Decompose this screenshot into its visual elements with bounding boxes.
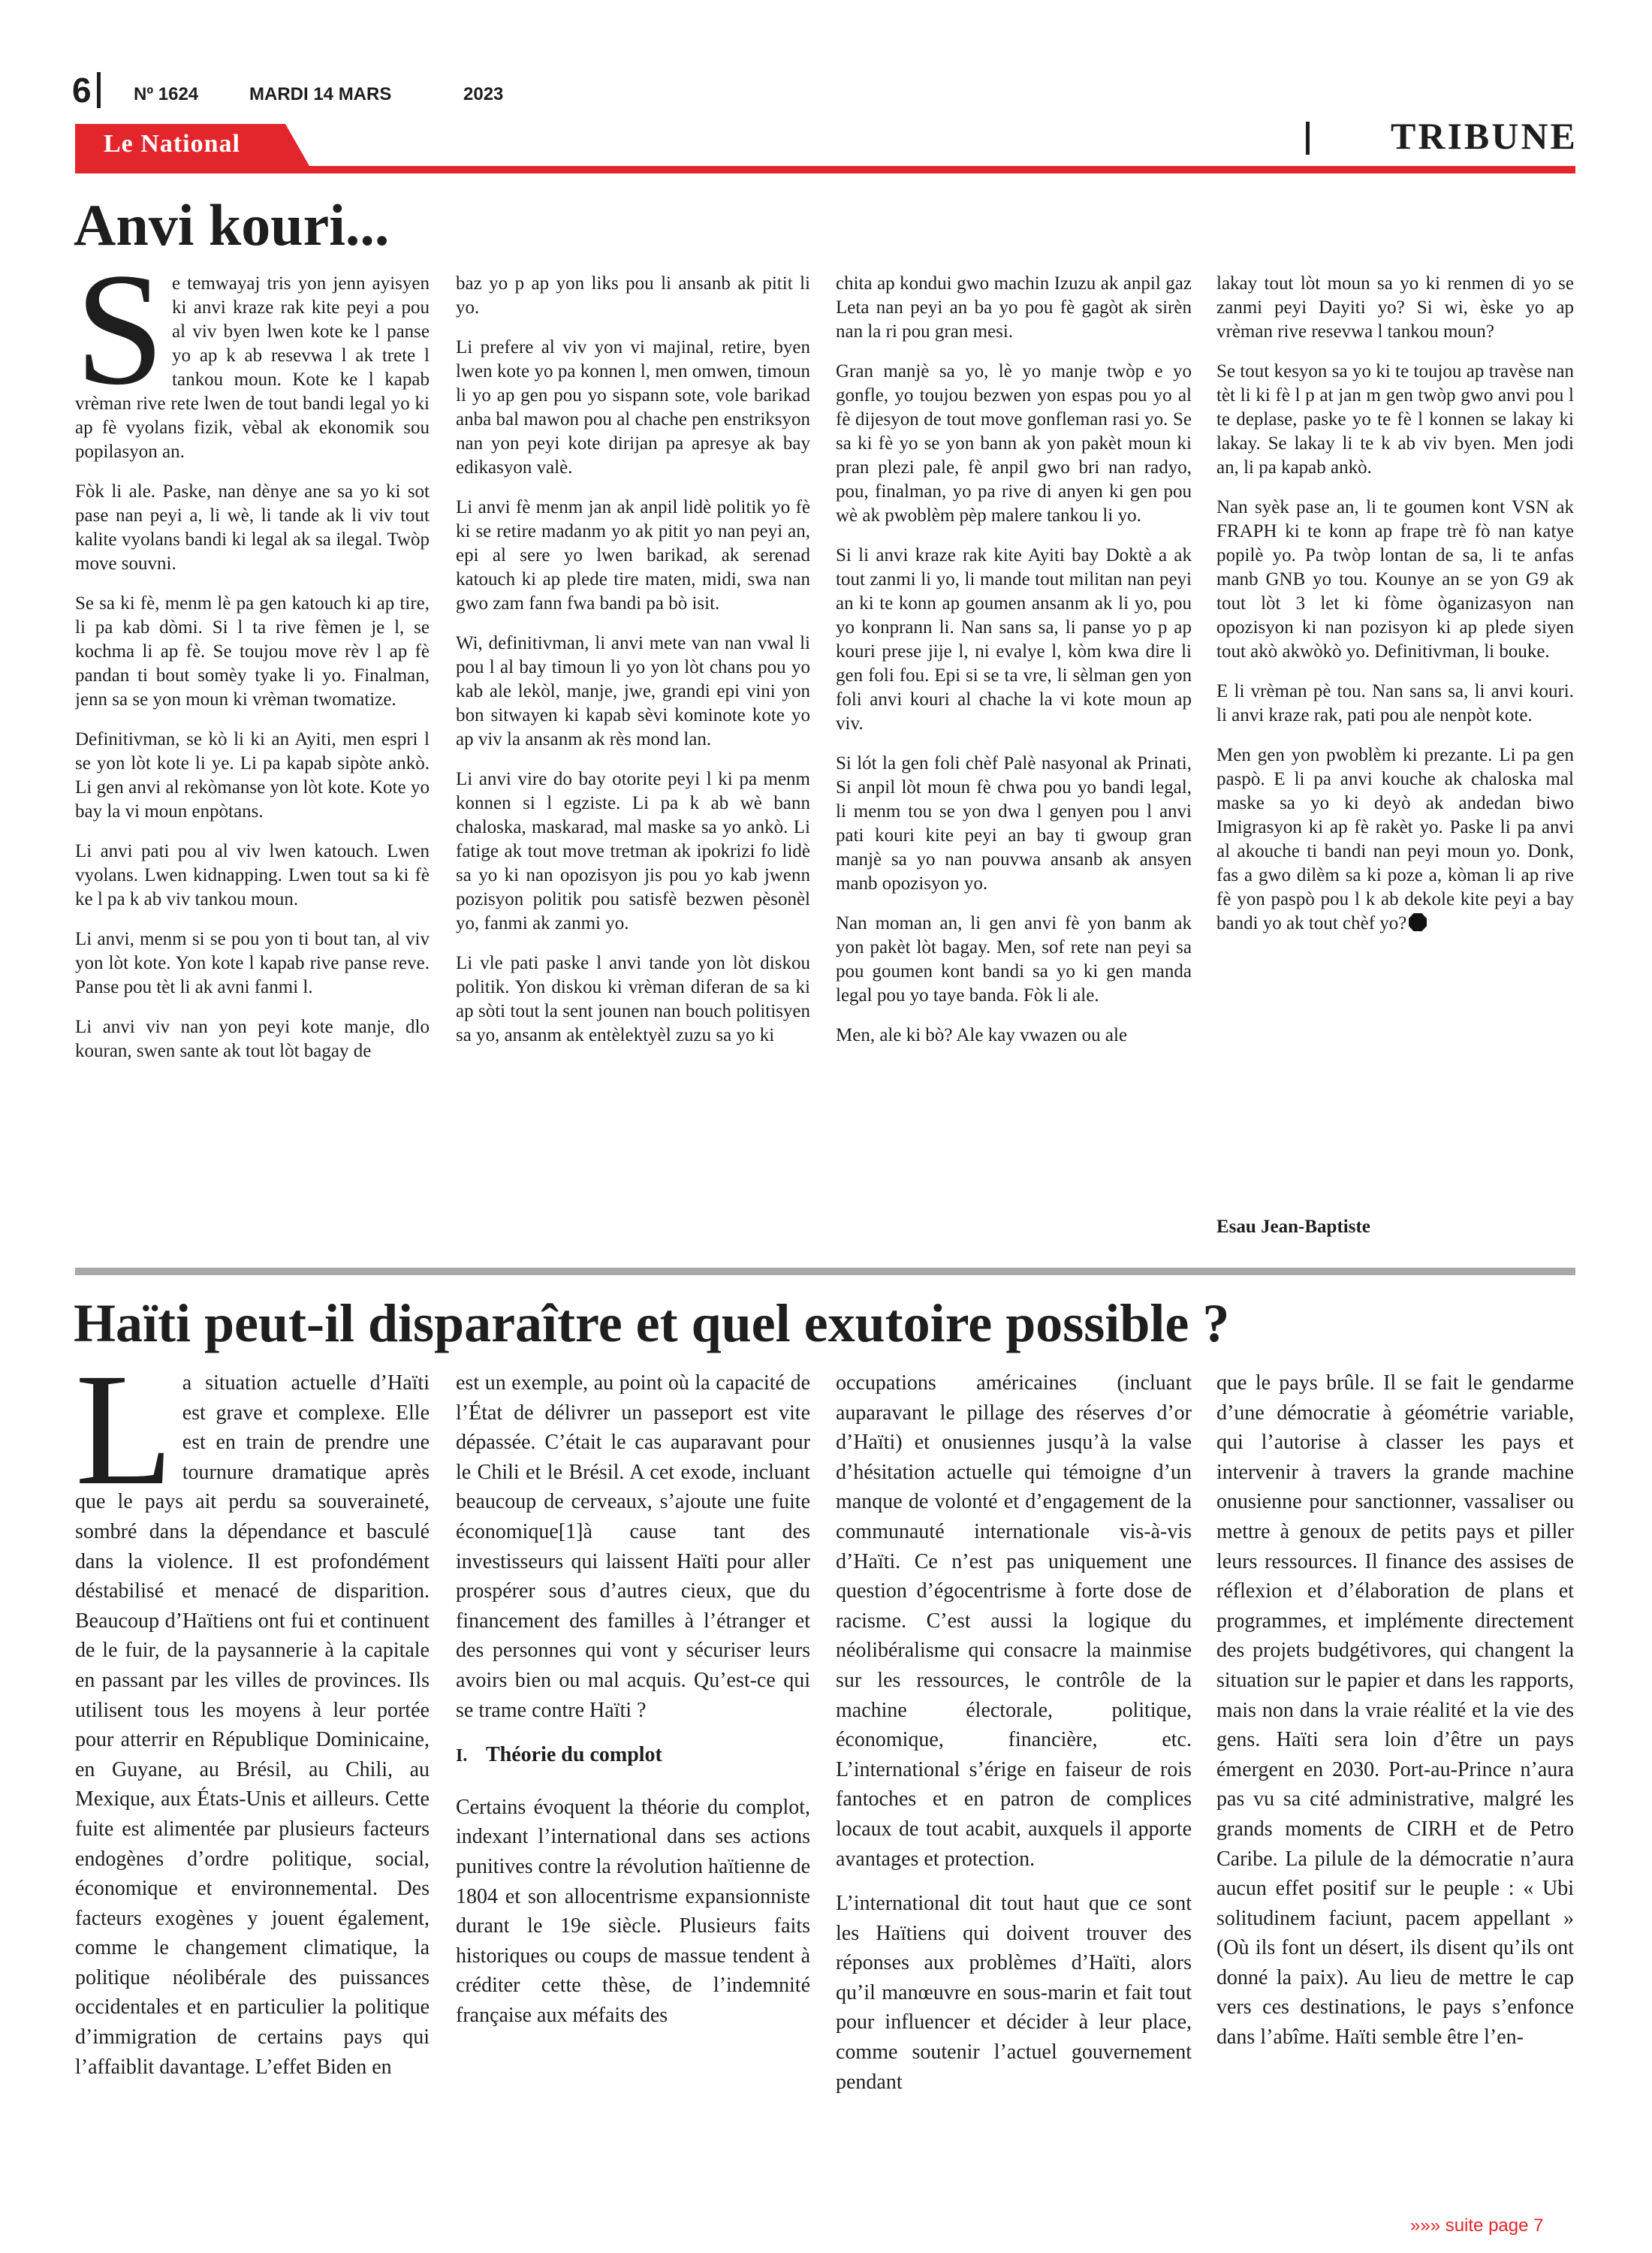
paragraph: que le pays brûle. Il se fait le gendarme d’une démocratie à géométrie variable, qui l’autorise à classer les pays et intervenir à travers la grande machine onusienne pour sanctionner, vassaliser ou mettre à genoux de petits pays et piller leurs ressources. Il finance des assises de réflexion et d’élaboration de plans et programmes, et implémente directement des projets budgétivores, qui changent la situation sur le papier et dans les rapports, mais non dans la vraie réalité et la vie des gens. Haïti sera loin d’être un pays émergent en 2030. Port-au-Prince n’aura pas vu sa cité administrative, malgré les grands moments de CIRH et de Petro Caribe. La pilule de la démocratie n’aura aucun effet positif sur le peuple : « Ubi solitudinem faciunt, pacem appellant » (Où ils font un désert, ils disent qu’ils ont donné la paix). Au lieu de mettre le cap vers ces destinations, le pays s’enfonce dans l’abîme. Haïti semble être l’en- <box>1216 1371 1574 2049</box>
article2-column-3 <box>836 1368 1192 2202</box>
paragraph: Li anvi fè menm jan ak anpil lidè politik yo fè ki se retire madanm yo ak pitit yo nan peyi an, epi al sere yo lwen barikad, ak serenad katouch ki ap plede tire maten, midi, swa nan gwo zam fann fwa bandi pa bò isit. <box>456 497 810 614</box>
paragraph: Men, ale ki bò? Ale kay vwazen ou ale <box>836 1025 1128 1045</box>
paragraph: Si lót la gen foli chèf Palè nasyonal ak Prinati, Si anpil lòt moun fè chwa pou yo bandi legal, li menm tou se yon dwa l genyen pou l anvi pati kouri kite peyi an bay ti gwoup gran manjè sa yo nan pouvwa ansanb ak ansyen manb opozisyon yo. <box>836 753 1192 894</box>
drop-cap: S <box>75 272 165 418</box>
paragraph: Wi, definitivman, li anvi mete van nan vwal li pou l al bay timoun li yo yon lòt chans pou yo kab ale lekòl, manje, jwe, grandi epi vini yon bon sitwayen ki kapab sèvi kominote kote yo ap viv la ansanm ak rès mond lan. <box>456 633 810 749</box>
paragraph <box>75 1368 430 2082</box>
drop-cap: L <box>75 1368 173 1519</box>
paragraph: Li anvi, menm si se pou yon ti bout tan, al viv yon lòt kote. Yon kote l kapab rive panse reve. Panse pou tèt li ak avni fanmi l. <box>75 929 430 997</box>
article2-column-2 <box>456 1368 810 2202</box>
paragraph: Li prefere al viv yon vi majinal, retire, byen lwen kote yo pa konnen l, men omwen, timoun li yo ap gen pou yo sispann sote, vole barikad anba bal mawon pou al chache pen enstriksyon nan yon peyi kote dirijan pa apresye ak bay edikasyon valè. <box>456 337 810 478</box>
page-number-divider <box>97 72 101 108</box>
paragraph: Definitivman, se kò li ki an Ayiti, men espri l se yon lòt kote li ye. Li pa kapab sipòte ankò. Li gen anvi al rekòmanse yon lòt kote. Kote yo bay la vi moun enpòtans. <box>75 729 430 822</box>
article1-column-3 <box>836 272 1192 1241</box>
paragraph: Nan syèk pase an, li te goumen kont VSN ak FRAPH ki te konn ap frape trè fò nan katye popilè yo. Pa twòp lontan de sa, li te anfas manb GNB yo tou. Kounye an se yon G9 ak tout lòt 3 let ki fòme òganizasyon nan opozisyon ki nan pozisyon ki ap plede siyen tout akò akwòkò yo. Definitivman, li bouke. <box>1216 497 1574 662</box>
paragraph-text: e temwayaj tris yon jenn ayisyen ki anvi kraze rak kite peyi a pou al viv byen lwen kote ke l panse yo ap k ab resevwa l ak trete l tankou moun. Kote ke l kapab vrèman rive rete lwen de tout bandi legal yo ki ap fè vyolans fizik, vèbal ak ekonomik sou popilasyon an. <box>75 273 430 462</box>
continued-on-page-link[interactable]: »»» suite page 7 <box>1410 2215 1544 2236</box>
article-separator <box>75 1268 1575 1275</box>
article1-title: Anvi kouri... <box>74 192 390 258</box>
paragraph: Se tout kesyon sa yo ki te toujou ap travèse nan tèt li ki fè l p at jan m gen twòp gwo anvi pou l te deplase, paske yo te fè l konnen se lakay ki lakay. Se lakay li te k ab viv byen. Men jodi an, li pa kapab ankò. <box>1216 361 1574 478</box>
article2-column-1 <box>75 1368 430 2202</box>
article1-column-1 <box>75 272 430 1241</box>
section-divider <box>1306 122 1310 155</box>
paragraph: occupations américaines (incluant auparavant le pillage des réserves d’or d’Haïti) et onusiennes jusqu’à la valse d’hésitation actuelle qui témoigne d’un manque de volonté et d’engagement de la communauté internationale vis-à-vis d’Haïti. Ce n’est pas uniquement une question d’égocentrisme à forte dose de racisme. C’est aussi la logique du néolibéralisme qui consacre la mainmise sur les ressources, le contrôle de la machine électorale, politique, économique, financière, etc. L’international s’érige en faiseur de rois fantoches et en patron de complices locaux de tout acabit, auxquels il apporte avantages et protection. <box>836 1371 1192 1871</box>
paragraph <box>75 272 430 464</box>
article2-column-4 <box>1216 1368 1574 2202</box>
paragraph <box>1216 743 1574 936</box>
paragraph: Nan moman an, li gen anvi fè yon banm ak yon pakèt lòt bagay. Men, sof rete nan peyi sa pou goumen kont bandi sa yo ki gen manda legal pou yo taye banda. Fòk li ale. <box>836 913 1192 1006</box>
newspaper-name: Le National <box>104 130 240 158</box>
paragraph: baz yo p ap yon liks pou li ansanb ak pitit li yo. <box>456 273 810 318</box>
newspaper-flag <box>75 124 309 166</box>
paragraph: chita ap kondui gwo machin Izuzu ak anpil gaz Leta nan peyi an ba yo pou fè gagòt ak sirèn nan la ri pou gran mesi. <box>836 273 1192 342</box>
paragraph: Si li anvi kraze rak kite Ayiti bay Doktè a ak tout zanmi li yo, li mande tout militan nan peyi an ki te konn ap goumen ansanm ak li yo, pou yo konprann li. Nan sans sa, li panse yo p ap kouri prese jije l, ni evalye l, kòm kwa dire li gen foli fou. Epi si se ta vre, li sèlman gen yon foli anvi kouri al chache la vi kote moun ap viv. <box>836 545 1192 734</box>
paragraph: est un exemple, au point où la capacité de l’État de délivrer un passeport est vite dépassée. C’était le cas auparavant pour le Chili et le Brésil. A cet exode, incluant beaucoup de cerveaux, s’ajoute une fuite économique[1]à cause tant des investisseurs qui laissent Haïti pour aller prospérer sous d’autres cieux, que du financement des familles à l’étranger et des personnes qui vont y sécuriser leurs avoirs bien ou mal acquis. Qu’est-ce qui se trame contre Haïti ? <box>456 1371 810 1722</box>
page-number: 6 <box>72 71 92 110</box>
subheading-text: Théorie du complot <box>486 1743 662 1767</box>
paragraph: Se sa ki fè, menm lè pa gen katouch ki ap tire, li pa kab dòmi. Si l ta rive fèmen je l, se kochma li ap fè. Se toujou move rèv l ap fè pandan ti bout somèy tyake li yo. Finalman, jenn sa se yon moun ki vrèman twomatize. <box>75 593 430 710</box>
paragraph: lakay tout lòt moun sa yo ki renmen di yo se zanmi peyi Dayiti yo? Si wi, èske yo ap vrèman rive resevwa l tankou moun? <box>1216 273 1574 342</box>
paragraph: Certains évoquent la théorie du complot, indexant l’international dans ses actions punitives contre la révolution haïtienne de 1804 et son allocentrisme expansionniste durant le 19e siècle. Plusieurs faits historiques ou coups de massue tendent à créditer cette thèse, de l’indemnité française aux méfaits des <box>456 1795 810 2027</box>
issue-number: Nº 1624 <box>134 84 199 104</box>
end-of-article-icon <box>1408 912 1427 932</box>
paragraph: Li anvi viv nan yon peyi kote manje, dlo kouran, swen sante ak tout lòt bagay de <box>75 1017 430 1061</box>
paragraph: Li anvi vire do bay otorite peyi l ki pa menm konnen si l egziste. Li pa k ab wè bann chaloska, maskarad, mal maske sa yo ankò. Li fatige ak tout move tretman ak ipokrizi fo lidè sa yo ki nan opozisyon jis pou yo kab jwenn pozisyon politik pou satisfè bezwen pèsonèl yo, fanmi ak zanmi yo. <box>456 769 810 933</box>
paragraph: E li vrèman pè tou. Nan sans sa, li anvi kouri. li anvi kraze rak, pati pou ale nenpòt kote. <box>1216 681 1574 725</box>
header-rule <box>75 166 1575 173</box>
paragraph: Gran manjè sa yo, lè yo manje twòp e yo gonfle, yo toujou bezwen yon espas pou yo al fè dijesyon de tout move gonfleman rasi yo. Se sa ki fè yo se yon bann ak yon pakèt moun ki pran plezi pale, fè anpil gwo bri nan radyo, pou, finalman, yo pa rive di anyen ki gen pou wè ak pwoblèm pèp malere tankou li yo. <box>836 361 1192 526</box>
paragraph: Fòk li ale. Paske, nan dènye ane sa yo ki sot pase nan peyi a, li wè, li tande ak li viv tout kalite vyolans bandi ki legal ak sa ilegal. Twòp move souvni. <box>75 481 430 574</box>
article2-title: Haïti peut-il disparaître et quel exutoire possible ? <box>74 1293 1230 1353</box>
issue-date: MARDI 14 MARS <box>249 84 392 104</box>
paragraph: Li anvi pati pou al viv lwen katouch. Lwen vyolans. Lwen kidnapping. Lwen tout sa ki fè ke l pa k ab viv tankou moun. <box>75 841 430 909</box>
article1-column-2 <box>456 272 810 1241</box>
section-name: TRIBUNE <box>1391 115 1578 157</box>
article1-author: Esau Jean-Baptiste <box>1216 1217 1370 1237</box>
paragraph-text: a situation actuelle d’Haïti est grave et complexe. Elle est en train de prendre une tournure dramatique après que le pays ait perdu sa souveraineté, sombré dans la dépendance et basculé dans la violence. Il est profondément déstabilisé et menacé de disparition. Beaucoup d’Haïtiens ont fui et continuent de le fuir, de la paysannerie à la capitale en passant par les villes de provinces. Ils utilisent tous les moyens à leur portée pour atterrir en République Dominicaine, en Guyane, au Brésil, au Chili, au Mexique, aux États-Unis et ailleurs. Cette fuite est alimentée par plusieurs facteurs endogènes d’ordre politique, social, économique et environnemental. Des facteurs exogènes y jouent également, comme le changement climatique, la politique néolibérale des puissances occidentales et en particulier la politique d’immigration de certains pays qui l’affaiblit davantage. L’effet Biden en <box>75 1371 430 2079</box>
issue-year: 2023 <box>463 84 504 104</box>
paragraph-text: Men gen yon pwoblèm ki prezante. Li pa gen paspò. E li pa anvi kouche ak chaloska mal maske sa yo ki deyò ak andedan biwo Imigrasyon ki ap fè rakèt yo. Paske li pa anvi al akouche ti bandi nan peyi moun yo. Donk, fas a gwo dilèm sa ki poze a, kòman li ap rive fè yon paspò pou l k ab dekole kite peyi a bay bandi yo ak tout chèf yo? <box>1216 745 1574 933</box>
subheading-number: I. <box>456 1746 468 1766</box>
article1-column-4 <box>1216 272 1574 1203</box>
paragraph: Li vle pati paske l anvi tande yon lòt diskou politik. Yon diskou ki vrèman diferan de sa ki ap sòti tout la sent jounen nan bouch politisyen sa yo, ansanm ak entèlektyèl zuzu sa yo ki <box>456 953 810 1045</box>
paragraph: L’international dit tout haut que ce sont les Haïtiens qui doivent trouver des réponses aux problèmes d’Haïti, alors qu’il manœuvre en sous-marin et fait tout pour influencer et décider à leur place, comme soutenir l’actuel gouvernement pendant <box>836 1892 1192 2094</box>
subheading <box>456 1740 810 1772</box>
